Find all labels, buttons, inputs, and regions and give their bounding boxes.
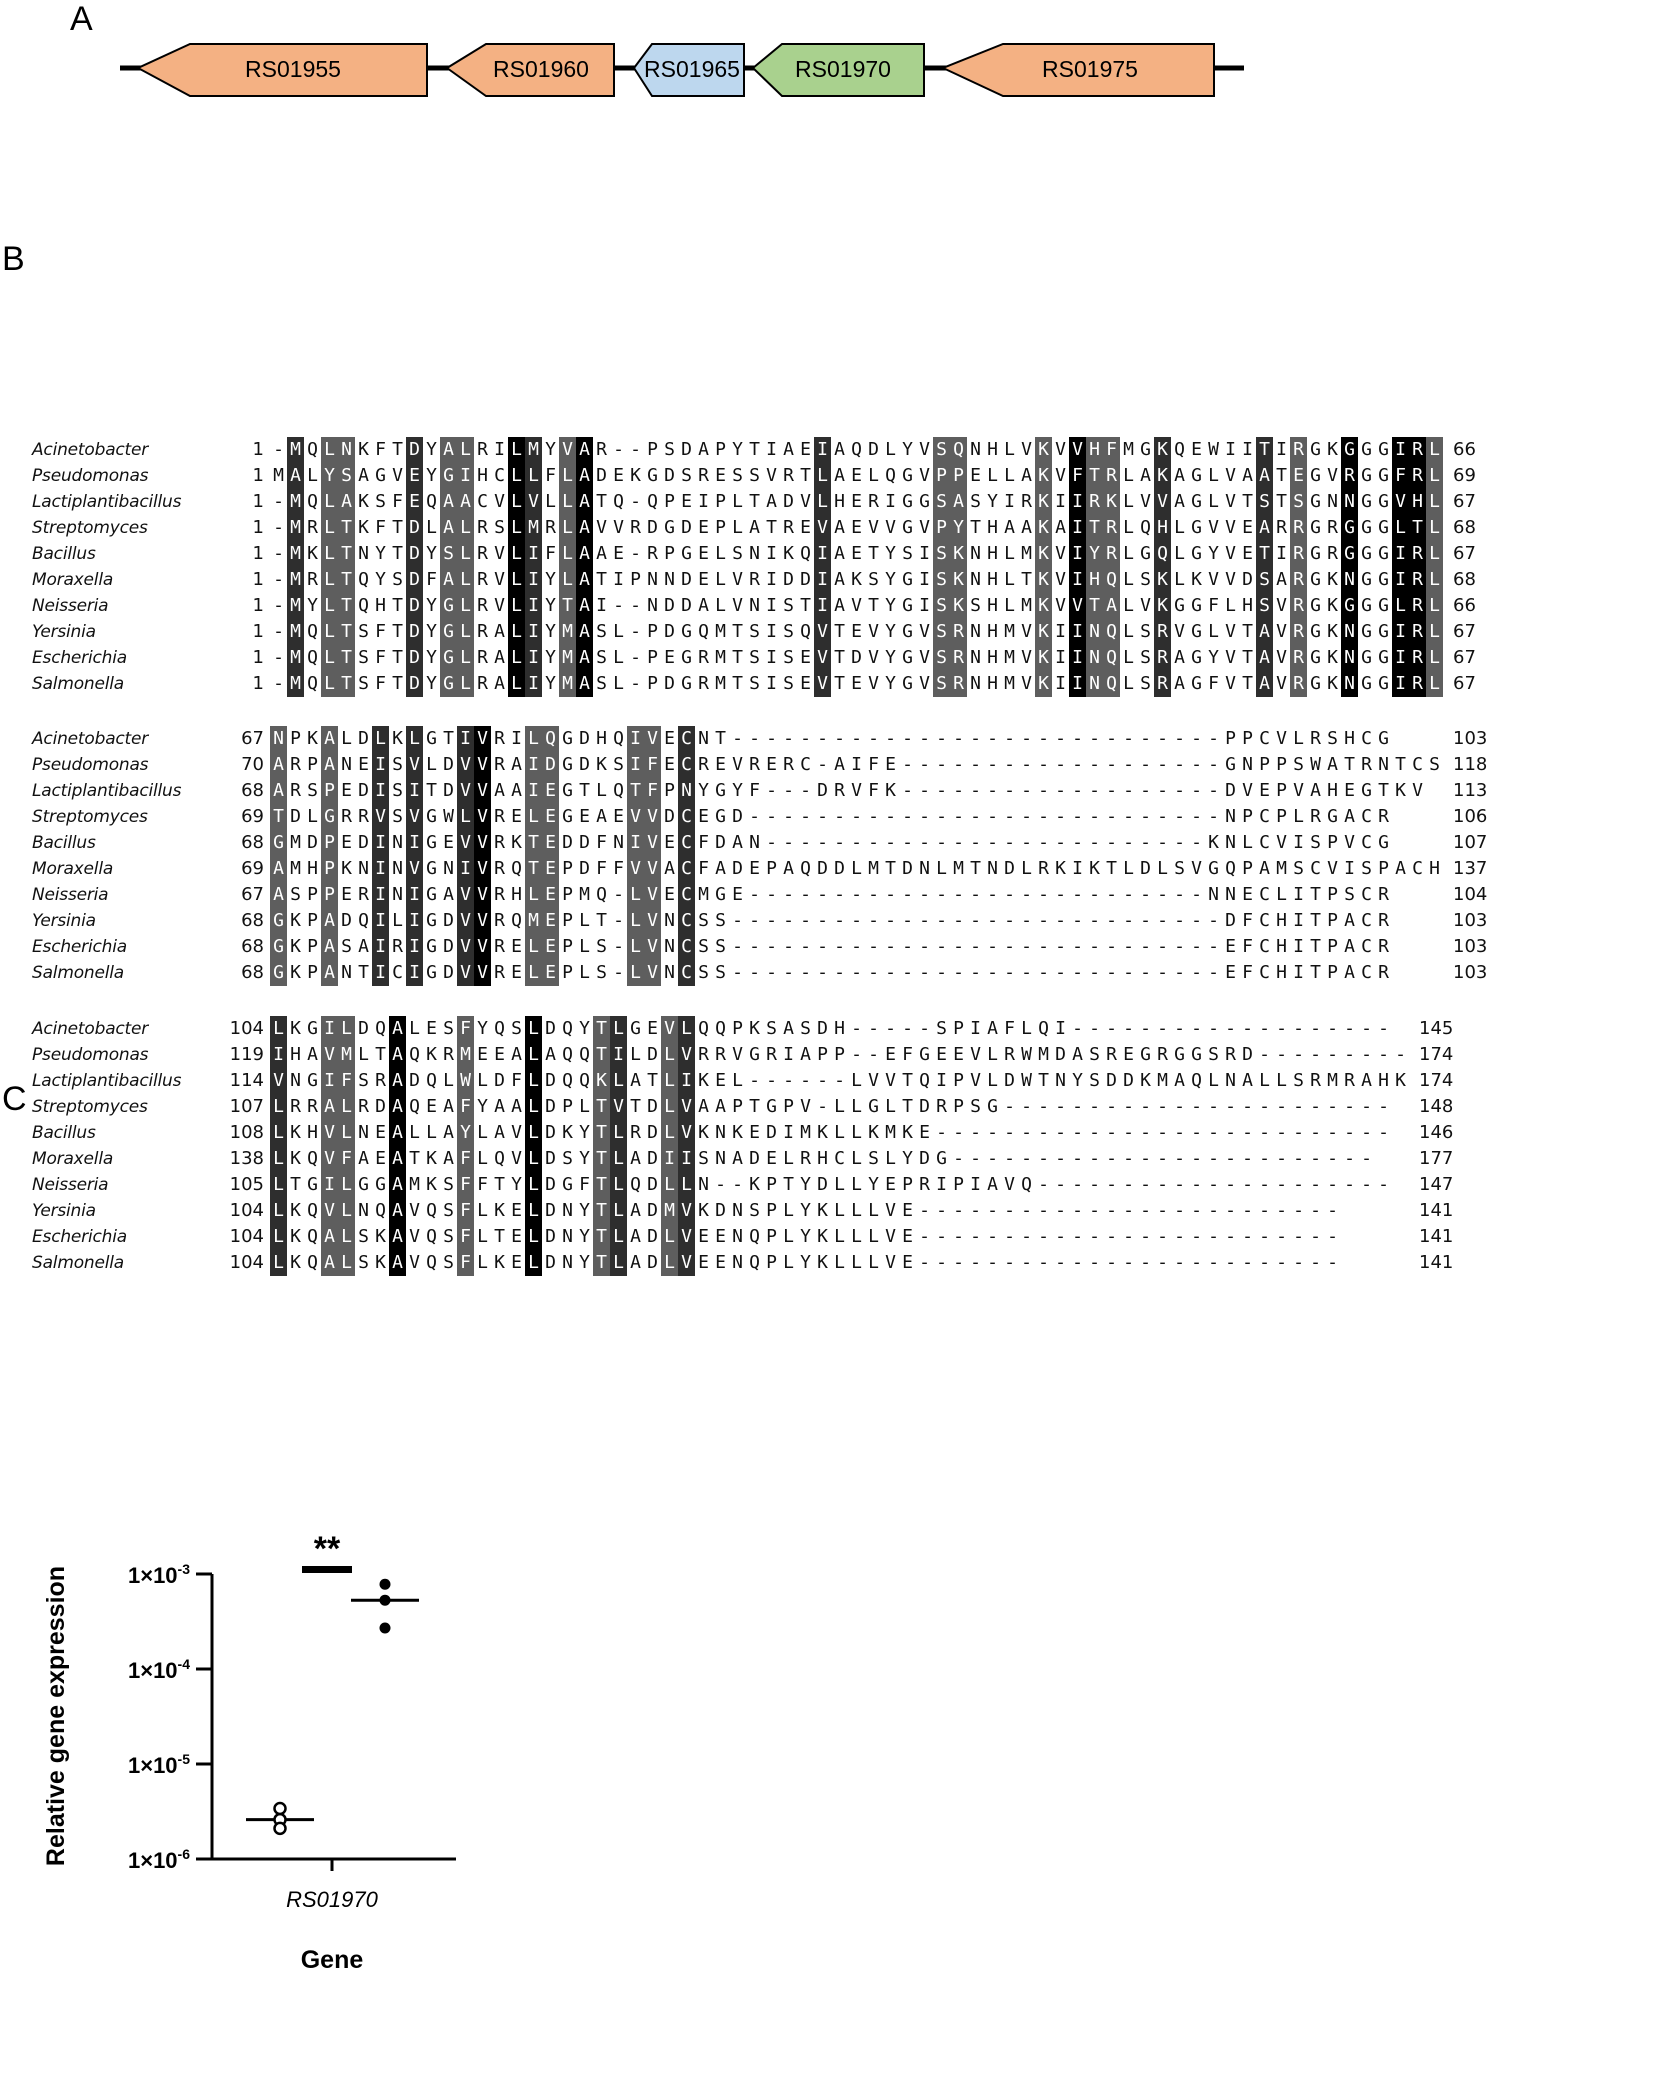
species-name: Acinetobacter bbox=[32, 729, 149, 749]
species-name: Acinetobacter bbox=[32, 440, 149, 460]
start-position: 69 bbox=[241, 858, 264, 879]
sequence: L K G I L D Q A L E S F Y Q S L D Q Y T L G E V L Q Q P K S A S D H - - - - - S P I A F L Q I - - - - - - - - - - - - - - - - - - - bbox=[270, 1016, 1392, 1042]
end-position: 103 bbox=[1453, 962, 1488, 983]
start-position: 104 bbox=[229, 1226, 264, 1247]
sequence: - M Q L N K F T D Y A L R I L M Y V A R - - P S D A P Y T I A E I A Q D L Y V S Q N H L V K V V H F M G K Q E W I I T I R G K G G G I R L bbox=[270, 437, 1443, 463]
species-name: Moraxella bbox=[32, 570, 114, 590]
end-position: 106 bbox=[1453, 806, 1488, 827]
start-position: 68 bbox=[241, 780, 264, 801]
sequence: G K P A D Q I L I G D V V R Q M E P L T - L V N C S S - - - - - - - - - - - - - - - - - - - - - - - - - - - - - D F C H I T P A C R bbox=[270, 908, 1392, 934]
start-position: 1 bbox=[252, 517, 264, 538]
data-point bbox=[380, 1579, 391, 1590]
species-name: Lactiplantibacillus bbox=[32, 1071, 182, 1091]
start-position: 114 bbox=[229, 1070, 264, 1091]
sequence: G K P A N T I C I G D V V R E L E P L S - L V N C S S - - - - - - - - - - - - - - - - - - - - - - - - - - - - - E F C H I T P A C R bbox=[270, 960, 1392, 986]
gene-arrow-rs01960 bbox=[447, 44, 614, 96]
species-name: Bacillus bbox=[32, 1123, 96, 1143]
species-name: Yersinia bbox=[32, 1201, 96, 1221]
end-position: 103 bbox=[1453, 728, 1488, 749]
end-position: 67 bbox=[1453, 673, 1476, 694]
start-position: 68 bbox=[241, 962, 264, 983]
species-name: Yersinia bbox=[32, 911, 96, 931]
start-position: 104 bbox=[229, 1252, 264, 1273]
end-position: 141 bbox=[1419, 1226, 1454, 1247]
start-position: 107 bbox=[229, 1096, 264, 1117]
end-position: 118 bbox=[1453, 754, 1488, 775]
start-position: 108 bbox=[229, 1122, 264, 1143]
gene-arrow-rs01975 bbox=[943, 44, 1214, 96]
species-name: Lactiplantibacillus bbox=[32, 492, 182, 512]
start-position: 68 bbox=[241, 832, 264, 853]
species-name: Escherichia bbox=[32, 937, 127, 957]
start-position: 1 bbox=[252, 439, 264, 460]
svg-text:RS01975: RS01975 bbox=[1042, 56, 1138, 82]
species-name: Neisseria bbox=[32, 885, 109, 905]
sequence: A R P A N E I S V L D V V R A I D G D K S I F E C R E V R E R C - A I F E - - - - - - - - - - - - - - - - - - - G N P P S W A T R N T C S bbox=[270, 752, 1443, 778]
sequence: L R R A L R D A Q E A F Y A A L D P L T V T D L V A A P T G P V - L L G L T D R P S G - - - - - - - - - - - - - - - - - - - - - - - bbox=[270, 1094, 1392, 1120]
start-position: 67 bbox=[241, 728, 264, 749]
start-position: 67 bbox=[241, 884, 264, 905]
panel-a-label: A bbox=[70, 0, 93, 38]
end-position: 177 bbox=[1419, 1148, 1454, 1169]
start-position: 69 bbox=[241, 806, 264, 827]
end-position: 67 bbox=[1453, 543, 1476, 564]
start-position: 1 bbox=[252, 491, 264, 512]
end-position: 68 bbox=[1453, 517, 1476, 538]
sequence: - M R L T K F T D L A L R S L M R L A V V R D G D E P L A T R E V A E V V G V P Y T H A A K A I T R L Q H L G V V E A R R G R G G G L T L bbox=[270, 515, 1443, 541]
end-position: 103 bbox=[1453, 936, 1488, 957]
gene-arrow-rs01965 bbox=[634, 44, 744, 96]
sequence: - M Y L T Q H T D Y G L R V L I Y T A I - - N D D A L V N I S T I A V T Y G I S K S H L M K V V T A L V K G G F L H S V R G K G G G L R L bbox=[270, 593, 1443, 619]
species-name: Neisseria bbox=[32, 596, 109, 616]
sequence: N P K A L D L K L G T I V R I L Q G D H Q I V E C N T - - - - - - - - - - - - - - - - - - - - - - - - - - - - - P P C V L R S H C G bbox=[270, 726, 1392, 752]
svg-text:RS01965: RS01965 bbox=[644, 56, 740, 82]
end-position: 174 bbox=[1419, 1070, 1454, 1091]
species-name: Salmonella bbox=[32, 1253, 124, 1273]
y-tick-label: $1\times 10^{-4}$ bbox=[127, 1656, 190, 1683]
svg-text:RS01970: RS01970 bbox=[795, 56, 891, 82]
sequence: G K P A S A I R I G D V V R E L E P L S - L V N C S S - - - - - - - - - - - - - - - - - - - - - - - - - - - - - E F C H I T P A C R bbox=[270, 934, 1392, 960]
start-position: 1 bbox=[252, 543, 264, 564]
species-name: Salmonella bbox=[32, 963, 124, 983]
start-position: 138 bbox=[229, 1148, 264, 1169]
start-position: 104 bbox=[229, 1018, 264, 1039]
sequence: T D L G R R V S V G W L V R E L E G E A E V V D C E G D - - - - - - - - - - - - - - - - - - - - - - - - - - - - N P C P L R G A C R bbox=[270, 804, 1392, 830]
y-tick-label: $1\times 10^{-5}$ bbox=[127, 1751, 190, 1778]
y-tick-label: $1\times 10^{-3}$ bbox=[127, 1561, 190, 1588]
species-name: Escherichia bbox=[32, 1227, 127, 1247]
data-point bbox=[380, 1595, 391, 1606]
end-position: 174 bbox=[1419, 1044, 1454, 1065]
gene-cluster-diagram bbox=[0, 0, 1654, 140]
gene-arrow-rs01955 bbox=[138, 44, 427, 96]
y-tick-label: $1\times 10^{-6}$ bbox=[127, 1846, 190, 1873]
expression-dot-plot bbox=[0, 1420, 500, 2083]
start-position: 105 bbox=[229, 1174, 264, 1195]
sequence: - M Q L A K S F E Q A A C V L V L L A T Q - Q P E I P L T A D V L H E R I G G S A S Y I R K I I R K L V V A G L V T S T S G N N G G V H L bbox=[270, 489, 1443, 515]
data-points bbox=[246, 1579, 419, 1834]
sequence: L K Q V F A E A T K A F L Q V L D S Y T L A D I I S N A D E L R H C L S L Y D G - - - - - - - - - - - - - - - - - - - - - - - - - bbox=[270, 1146, 1375, 1172]
end-position: 67 bbox=[1453, 621, 1476, 642]
species-name: Neisseria bbox=[32, 1175, 109, 1195]
panel-b-label: B bbox=[2, 240, 25, 278]
species-name: Bacillus bbox=[32, 833, 96, 853]
sequence: G M D P E D I N I G E V V R K T E D D F N I V E C F D A N - - - - - - - - - - - - - - - - - - - - - - - - - - K N L C V I S P V C G bbox=[270, 830, 1392, 856]
data-point bbox=[380, 1623, 391, 1634]
start-position: 119 bbox=[229, 1044, 264, 1065]
x-tick-label: RS01970 bbox=[286, 1887, 378, 1912]
sequence: - M K L T N Y T D Y S L R V L I F L A A E - R P G E L S N I K Q I A E T Y S I S K N H L M K V I Y R L G Q L G Y V E T I R G R G G G I R L bbox=[270, 541, 1443, 567]
end-position: 148 bbox=[1419, 1096, 1454, 1117]
x-axis-label: Gene bbox=[300, 1946, 364, 1974]
end-position: 137 bbox=[1453, 858, 1488, 879]
sequence: - M Q L T S F T D Y G L R A L I Y M A S L - P D G R M T S I S E V T E V Y G V S R N H M V K I I N Q L S R A G F V T A V R G K N G G I R L bbox=[270, 671, 1443, 697]
species-name: Acinetobacter bbox=[32, 1019, 149, 1039]
sequence: V N G I F S R A D Q L W L D F L D Q Q K L A T L I K E L - - - - - - L V V T Q I P V L D W T N Y S D D K M A Q L N A L L S R M R A H K bbox=[270, 1068, 1409, 1094]
species-name: Pseudomonas bbox=[32, 466, 149, 486]
end-position: 69 bbox=[1453, 465, 1476, 486]
panel-c-label: C bbox=[2, 1080, 27, 1118]
end-position: 66 bbox=[1453, 439, 1476, 460]
sequence: L K Q A L S K A V Q S F L K E L D N Y T L A D L V E E N Q P L Y K L L L V E - - - - - - - - - - - - - - - - - - - - - - - - - bbox=[270, 1250, 1341, 1276]
species-name: Moraxella bbox=[32, 1149, 114, 1169]
species-name: Bacillus bbox=[32, 544, 96, 564]
species-name: Yersinia bbox=[32, 622, 96, 642]
end-position: 141 bbox=[1419, 1252, 1454, 1273]
species-name: Lactiplantibacillus bbox=[32, 781, 182, 801]
sequence: L K H V L N E A L L A Y L A V L D K Y T L R D L V K N K E D I M K L L K M K E - - - - - - - - - - - - - - - - - - - - - - - - - - - bbox=[270, 1120, 1392, 1146]
sequence: A R S P E D I S I T D V V A A I E G T L Q T F P N Y G Y F - - - D R V F K - - - - - - - - - - - - - - - - - - - D V E P V A H E G T K V bbox=[270, 778, 1426, 804]
gene-arrow-rs01970 bbox=[753, 44, 924, 96]
end-position: 67 bbox=[1453, 647, 1476, 668]
svg-text:RS01955: RS01955 bbox=[245, 56, 341, 82]
end-position: 146 bbox=[1419, 1122, 1454, 1143]
start-position: 68 bbox=[241, 910, 264, 931]
start-position: 104 bbox=[229, 1200, 264, 1221]
y-axis-ticks bbox=[128, 1561, 212, 1873]
species-name: Moraxella bbox=[32, 859, 114, 879]
end-position: 104 bbox=[1453, 884, 1488, 905]
end-position: 113 bbox=[1453, 780, 1488, 801]
end-position: 66 bbox=[1453, 595, 1476, 616]
end-position: 145 bbox=[1419, 1018, 1454, 1039]
end-position: 141 bbox=[1419, 1200, 1454, 1221]
end-position: 147 bbox=[1419, 1174, 1454, 1195]
end-position: 103 bbox=[1453, 910, 1488, 931]
sequence: A M H P K N I N V G N I V R Q T E P D F F V V A C F A D E P A Q D D L M T D N L M T N D L R K I K T L D L S V G Q P A M S C V I S P A C H bbox=[270, 856, 1443, 882]
data-point bbox=[275, 1803, 286, 1814]
end-position: 67 bbox=[1453, 491, 1476, 512]
start-position: 1 bbox=[252, 595, 264, 616]
species-name: Escherichia bbox=[32, 648, 127, 668]
sequence: L K Q A L S K A V Q S F L T E L D N Y T L A D L V E E N Q P L Y K L L L V E - - - - - - - - - - - - - - - - - - - - - - - - - bbox=[270, 1224, 1341, 1250]
svg-text:RS01960: RS01960 bbox=[493, 56, 589, 82]
start-position: 70 bbox=[241, 754, 264, 775]
start-position: 1 bbox=[252, 647, 264, 668]
species-name: Streptomyces bbox=[32, 807, 148, 827]
sequence: - M R L T Q Y S D F A L R V L I Y L A T I P N N D E L V R I D D I A K S Y G I S K N H L T K V I H Q L S K L K V V D S A R G K N G G I R L bbox=[270, 567, 1443, 593]
species-name: Pseudomonas bbox=[32, 755, 149, 775]
species-name: Streptomyces bbox=[32, 518, 148, 538]
end-position: 107 bbox=[1453, 832, 1488, 853]
species-name: Streptomyces bbox=[32, 1097, 148, 1117]
data-point bbox=[275, 1823, 286, 1834]
start-position: 1 bbox=[252, 621, 264, 642]
species-name: Pseudomonas bbox=[32, 1045, 149, 1065]
sequence: - M Q L T S F T D Y G L R A L I Y M A S L - P E G R M T S I S E V T D V Y G V S R N H M V K I I N Q L S R A G Y V T A V R G K N G G I R L bbox=[270, 645, 1443, 671]
sequence: I H A V M L T A Q K R M E E A L A Q Q T I L D L V R R V G R I A P P - - E F G E E V L R W M D A S R E G R G G S R D - - - - - - - - - bbox=[270, 1042, 1409, 1068]
species-name: Salmonella bbox=[32, 674, 124, 694]
sequence: M A L Y S A G V E Y G I H C L L F L A D E K G D S R E S S V R T L A E L Q G V P P E L L A K V F T R L A K A G L V A A T E G V R G G F R L bbox=[270, 463, 1443, 489]
significance-stars: ** bbox=[313, 1530, 341, 1568]
y-axis-label: Relative gene expression bbox=[42, 1565, 70, 1867]
start-position: 1 bbox=[252, 569, 264, 590]
start-position: 1 bbox=[252, 673, 264, 694]
sequence: L T G I L G G A M K S F F T Y L D G F T L Q D L L N - - K P T Y D L L Y E P R I P I A V Q - - - - - - - - - - - - - - - - - - - - - bbox=[270, 1172, 1392, 1198]
start-position: 1 bbox=[252, 465, 264, 486]
sequence: L K Q V L N Q A V Q S F L K E L D N Y T L A D M V K D N S P L Y K L L L V E - - - - - - - - - - - - - - - - - - - - - - - - - bbox=[270, 1198, 1341, 1224]
start-position: 68 bbox=[241, 936, 264, 957]
sequence: A S P P E R I N I G A V V R H L E P M Q - L V E C M G E - - - - - - - - - - - - - - - - - - - - - - - - - - - N N E C L I T P S C R bbox=[270, 882, 1392, 908]
sequence: - M Q L T S F T D Y G L R A L I Y M A S L - P D G Q M T S I S Q V T E V Y G V S R N H M V K I I N Q L S R V G L V T A V R G K N G G I R L bbox=[270, 619, 1443, 645]
end-position: 68 bbox=[1453, 569, 1476, 590]
